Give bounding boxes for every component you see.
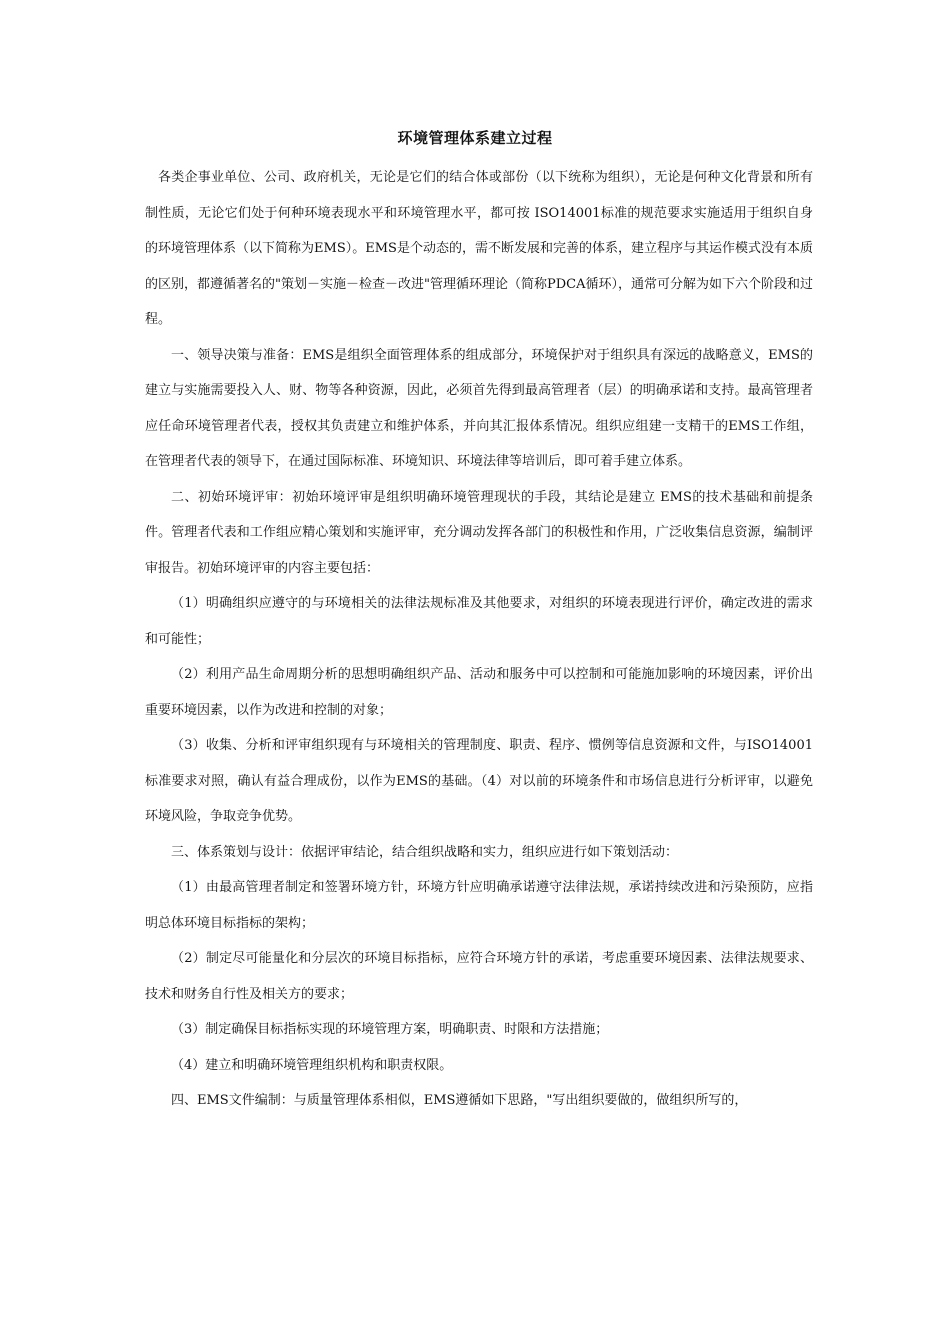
- document-title: 环境管理体系建立过程: [397, 129, 553, 147]
- paragraph-section-3-item-2: （2）制定尽可能量化和分层次的环境目标指标，应符合环境方针的承诺，考虑重要环境因素、法律法规要求、技术和财务自行性及相关方的要求；: [145, 951, 813, 1002]
- paragraph-section-2-item-2: （2）利用产品生命周期分析的思想明确组织产品、活动和服务中可以控制和可能施加影响的环境因素，评价出重要环境因素，以作为改进和控制的对象；: [145, 667, 813, 718]
- paragraph-intro: 各类企事业单位、公司、政府机关，无论是它们的结合体或部份（以下统称为组织），无论是何种文化背景和所有制性质，无论它们处于何种环境表现水平和环境管理水平，都可按 ISO14001标准的规范要求实施适用于组织自身的环境管理体系（以下简称为EMS）。EMS是个动态的，需不断发展和完善的体系，建立程序与其运作模式没有本质的区别，都遵循著名的"策划－实施－检查－改进"管理循环理论（简称PDCA循环），通常可分解为如下六个阶段和过程。: [145, 170, 813, 327]
- paragraph-section-4: 四、EMS文件编制：与质量管理体系相似，EMS遵循如下思路，"写出组织要做的，做组织所写的，: [171, 1093, 748, 1108]
- paragraph-section-3-item-1: （1）由最高管理者制定和签署环境方针，环境方针应明确承诺遵守法律法规，承诺持续改进和污染预防，应指明总体环境目标指标的架构；: [145, 880, 813, 931]
- paragraph-section-2: 二、初始环境评审：初始环境评审是组织明确环境管理现状的手段，其结论是建立 EMS的技术基础和前提条件。管理者代表和工作组应精心策划和实施评审，充分调动发挥各部门的积极性和作用，广泛收集信息资源，编制评审报告。初始环境评审的内容主要包括：: [145, 489, 813, 576]
- paragraph-section-3: 三、体系策划与设计：依据评审结论，结合组织战略和实力，组织应进行如下策划活动：: [171, 844, 679, 860]
- document-body: [145, 160, 813, 1119]
- paragraph-section-3-item-4: （4）建立和明确环境管理组织机构和职责权限。: [171, 1057, 453, 1073]
- paragraph-section-1: 一、领导决策与准备：EMS是组织全面管理体系的组成部分，环境保护对于组织具有深远的战略意义，EMS的建立与实施需要投入人、财、物等各种资源，因此，必须首先得到最高管理者（层）的明确承诺和支持。最高管理者应任命环境管理者代表，授权其负责建立和维护体系，并向其汇报体系情况。组织应组建一支精干的EMS工作组，在管理者代表的领导下，在通过国际标准、环境知识、环境法律等培训后，即可着手建立体系。: [145, 347, 813, 469]
- paragraph-section-2-item-1: （1）明确组织应遵守的与环境相关的法律法规标准及其他要求，对组织的环境表现进行评价，确定改进的需求和可能性；: [145, 596, 813, 647]
- paragraph-section-3-item-3: （3）制定确保目标指标实现的环境管理方案，明确职责、时限和方法措施；: [171, 1022, 609, 1037]
- paragraph-section-2-item-3: （3）收集、分析和评审组织现有与环境相关的管理制度、职责、程序、惯例等信息资源和文件，与ISO14001标准要求对照，确认有益合理成份，以作为EMS的基础。（4）对以前的环境条件和市场信息进行分析评审，以避免环境风险，争取竞争优势。: [145, 738, 813, 824]
